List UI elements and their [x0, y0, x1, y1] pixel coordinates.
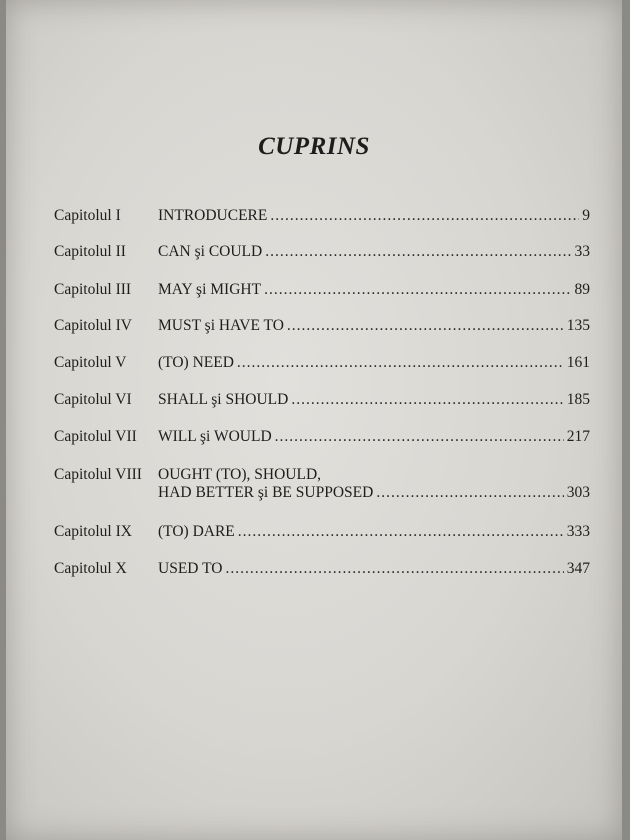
- dot-leader: [264, 281, 571, 299]
- chapter-label: Capitolul X: [54, 560, 127, 577]
- chapter-title-line2: HAD BETTER şi BE SUPPOSED: [158, 484, 374, 501]
- chapter-title: INTRODUCERE: [158, 207, 268, 224]
- chapter-label: Capitolul II: [54, 243, 126, 260]
- chapter-label: Capitolul III: [54, 281, 132, 298]
- dot-leader: [287, 317, 564, 335]
- dot-leader: [265, 243, 571, 261]
- page-number: 347: [566, 560, 590, 577]
- chapter-title: (TO) NEED: [158, 354, 234, 371]
- dot-leader: [376, 484, 563, 502]
- chapter-label: Capitolul IV: [54, 317, 132, 334]
- chapter-title: CAN şi COULD: [158, 243, 263, 260]
- dot-leader: [275, 428, 564, 446]
- chapter-label: Capitolul I: [54, 207, 121, 224]
- page-number: 9: [582, 207, 590, 224]
- dot-leader: [238, 523, 564, 541]
- chapter-title: WILL şi WOULD: [158, 428, 272, 445]
- dot-leader: [270, 207, 579, 225]
- page-number: 303: [566, 484, 590, 501]
- dot-leader: [225, 560, 563, 578]
- dot-leader: [291, 391, 563, 409]
- page-number: 217: [566, 428, 590, 445]
- chapter-title: SHALL şi SHOULD: [158, 391, 289, 408]
- page-number: 333: [566, 523, 590, 540]
- chapter-label: Capitolul VII: [54, 428, 137, 445]
- chapter-title: USED TO: [158, 560, 223, 577]
- chapter-title: (TO) DARE: [158, 523, 235, 540]
- page-number: 89: [574, 281, 590, 298]
- book-page: [6, 0, 622, 840]
- chapter-title-line1: OUGHT (TO), SHOULD,: [158, 466, 322, 483]
- page-number: 161: [566, 354, 590, 371]
- chapter-label: Capitolul VI: [54, 391, 132, 408]
- page-number: 185: [566, 391, 590, 408]
- dot-leader: [237, 354, 564, 372]
- chapter-label: Capitolul VIII: [54, 466, 142, 483]
- chapter-title: MAY şi MIGHT: [158, 281, 262, 298]
- chapter-label: Capitolul V: [54, 354, 127, 371]
- page-title: CUPRINS: [258, 133, 370, 160]
- chapter-label: Capitolul IX: [54, 523, 132, 540]
- page-number: 135: [566, 317, 590, 334]
- page-number: 33: [574, 243, 590, 260]
- chapter-title: MUST şi HAVE TO: [158, 317, 284, 334]
